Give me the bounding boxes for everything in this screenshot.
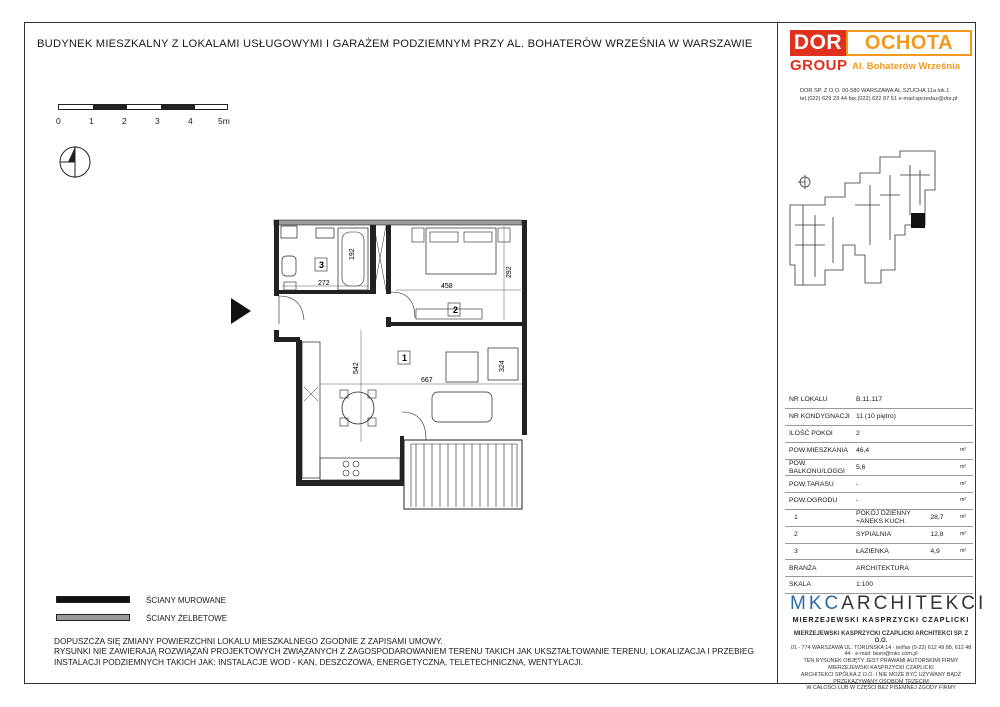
dim-bath-bottom: 272 (318, 280, 330, 287)
table-row (785, 577, 973, 594)
dim-bath-top: 192 (349, 248, 356, 260)
spec-label: SKALA (785, 577, 854, 594)
scale-tick: 2 (122, 116, 127, 126)
scale-tick: 3 (155, 116, 160, 126)
page-title: BUDYNEK MIESZKALNY Z LOKALAMI USŁUGOWYMI I GARAŻEM PODZIEMNYM PRZY AL. BOHATERÓW WRZEŚNIA W WARSZAWIE (37, 38, 753, 50)
spec-label: POW. BALKONU/LOGGI (785, 459, 854, 476)
mkc-logo-main: MKC (790, 593, 842, 614)
wall-masonry (274, 220, 279, 296)
spec-value: - (854, 493, 958, 510)
wall-masonry (296, 340, 302, 485)
legend-swatch-concrete (56, 614, 130, 621)
wall-masonry (296, 480, 404, 486)
legend-label-masonry: ŚCIANY MUROWANE (146, 596, 227, 605)
ochota-logo: OCHOTA (846, 30, 972, 56)
table-row (785, 392, 973, 409)
developer-phone: tel.(022) 629 23 44 fax.(022) 622 87 51 e-mail:sprzedaz@dor.pl (800, 95, 958, 102)
wall-masonry (386, 317, 391, 327)
wall-concrete (274, 220, 522, 225)
scale-tick: 0 (56, 116, 61, 126)
logo-subtitle: Al. Bohaterów Września (852, 61, 961, 72)
spec-label: POW.TARASU (785, 476, 854, 493)
spec-label: NR KONDYGNACJI (785, 409, 854, 426)
room-number-2: 2 (453, 305, 459, 315)
dim-living-height: 542 (353, 362, 360, 374)
note-line: RYSUNKI NIE ZAWIERAJĄ ROZWIĄZAŃ PROJEKTOWYCH ZWIĄZANYCH Z ZAGOSPODAROWANIEM TERENU TAKICH JAK UKSZTAŁTOWANIE TERENU, LOKALIZACJA I PRZEBIEG (54, 646, 754, 657)
spec-value: 5,6 (854, 459, 958, 476)
table-row (785, 526, 973, 543)
spec-label: POW.MIESZKANIA (785, 442, 854, 459)
wall-masonry (391, 322, 522, 326)
entrance-arrow-icon (231, 298, 251, 324)
bed-icon (426, 228, 496, 274)
table-row (785, 426, 973, 443)
spec-table (785, 392, 973, 594)
wall-masonry (279, 290, 375, 294)
architect-firm: MIERZEJEWSKI KASPRZYCKI CZAPLICKI ARCHITEKCI SP. Z O.O. (793, 631, 969, 644)
note-line: INSTALACJI PODZIEMNYCH TAKICH JAK: INSTALACJE WOD - KAN, DESZCZOWA, ENERGETYCZNA, TELETECHNICZNA, WENTYLACJI. (54, 656, 584, 667)
group-logo-text: GROUP (790, 57, 848, 74)
dining-table-icon (342, 392, 374, 424)
balcony-hatch (416, 444, 512, 507)
table-row (785, 493, 973, 510)
table-row (785, 459, 973, 476)
room-area: 4,9 (928, 543, 958, 560)
spec-value: B.11.117 (854, 392, 973, 409)
spec-value: 46,4 (854, 442, 958, 459)
dor-logo: DOR (790, 30, 846, 56)
unit-location-marker (911, 213, 925, 228)
room-area: 12,8 (928, 526, 958, 543)
spec-unit: m² (958, 543, 973, 560)
table-row (785, 560, 973, 577)
copyright-line: W CAŁOŚCI LUB W CZĘŚCI BEZ PISEMNEJ ZGODY FIRMY (806, 685, 956, 692)
legend-label-concrete: ŚCIANY ŻELBETOWE (146, 614, 228, 623)
spec-unit: m² (958, 493, 973, 510)
room-num: 1 (785, 510, 854, 527)
room-num: 2 (785, 526, 854, 543)
room-name: ŁAZIENKA (854, 543, 928, 560)
wall-masonry (386, 225, 391, 294)
toilet-icon (282, 256, 296, 276)
spec-value: 1:100 (854, 577, 973, 594)
spec-label: NR LOKALU (785, 392, 854, 409)
spec-value: 2 (854, 426, 973, 443)
spec-label: ILOŚĆ POKOI (785, 426, 854, 443)
legend-swatch-masonry (56, 596, 130, 603)
architect-address: 01 - 774 WARSZAWA UL. TORUŃSKA 14 · tel/fax (0-22) 612 49 88, 612 48 44 · e-mail: biuro@mkc.com.pl (790, 644, 972, 658)
table-row (785, 409, 973, 426)
hob-icon (343, 461, 349, 467)
spec-value: 11 (10 piętro) (854, 409, 973, 426)
room-name: SYPIALNIA (854, 526, 928, 543)
table-row (785, 510, 973, 527)
spec-value: ARCHITEKTURA (854, 560, 973, 577)
north-arrow-icon (58, 145, 92, 179)
scale-segment (161, 105, 195, 109)
spec-unit: m² (958, 476, 973, 493)
coffee-table-icon (446, 352, 478, 382)
dim-bedroom-height: 292 (506, 266, 513, 278)
dim-bedroom-width: 458 (441, 283, 453, 290)
sofa-icon (432, 392, 492, 422)
spec-unit: m² (958, 510, 973, 527)
wardrobe-icon (416, 309, 482, 319)
spec-unit: m² (958, 526, 973, 543)
developer-address: DOR SP. Z O.O. 00-580 WARSZAWA AL.SZUCHA 11a lok.1 (800, 88, 950, 94)
room-number-3: 3 (319, 260, 325, 270)
scale-tick: 5m (218, 116, 230, 126)
room-num: 3 (785, 543, 854, 560)
copyright-line: ARCHITEKCI SPÓŁKA Z O.O. I NIE MOŻE BYĆ UŻYWANY BĄDŹ PRZEKAZYWANY OSOBOM TRZECIM (800, 671, 962, 685)
dim-living-side: 324 (499, 360, 506, 372)
spec-label: POW.OGRODU (785, 493, 854, 510)
table-row (785, 476, 973, 493)
scale-segment (93, 105, 127, 109)
spec-unit: m² (958, 442, 973, 459)
spec-label: BRANŻA (785, 560, 854, 577)
building-key-plan (785, 145, 945, 310)
scale-tick: 4 (188, 116, 193, 126)
room-area: 28,7 (928, 510, 958, 527)
kitchen-counter (302, 342, 320, 478)
note-line: DOPUSZCZA SIĘ ZMIANY POWIERZCHNI LOKALU MIESZKALNEGO ZGODNIE Z ZAPISAMI UMOWY. (54, 636, 443, 646)
spec-unit: m² (958, 459, 973, 476)
architect-names: MIERZEJEWSKI KASPRZYCKI CZAPLICKI (792, 615, 970, 624)
floor-plan (226, 212, 556, 517)
dim-living-width: 667 (421, 377, 433, 384)
spec-value: - (854, 476, 958, 493)
table-row (785, 442, 973, 459)
room-number-1: 1 (402, 353, 408, 363)
sink-icon (281, 226, 297, 238)
title-block-divider (777, 22, 778, 684)
developer-contact (800, 88, 957, 103)
notes (54, 636, 764, 667)
copyright-line: TEN RYSUNEK OBJĘTY JEST PRAWAMI AUTORSKIMI FIRMY MIERZEJEWSKI KASPRZYCKI CZAPLICKI (803, 658, 959, 671)
architect-info (790, 631, 972, 692)
mkc-logo (790, 593, 987, 615)
wall-masonry (522, 220, 527, 435)
scale-tick: 1 (89, 116, 94, 126)
mkc-logo-rest: ARCHITEKCI (841, 593, 987, 614)
room-name: POKÓJ DZIENNY +ANEKS KUCH. (854, 510, 928, 527)
table-row (785, 543, 973, 560)
washbasin-icon (316, 228, 334, 238)
scale-bar (58, 104, 228, 110)
